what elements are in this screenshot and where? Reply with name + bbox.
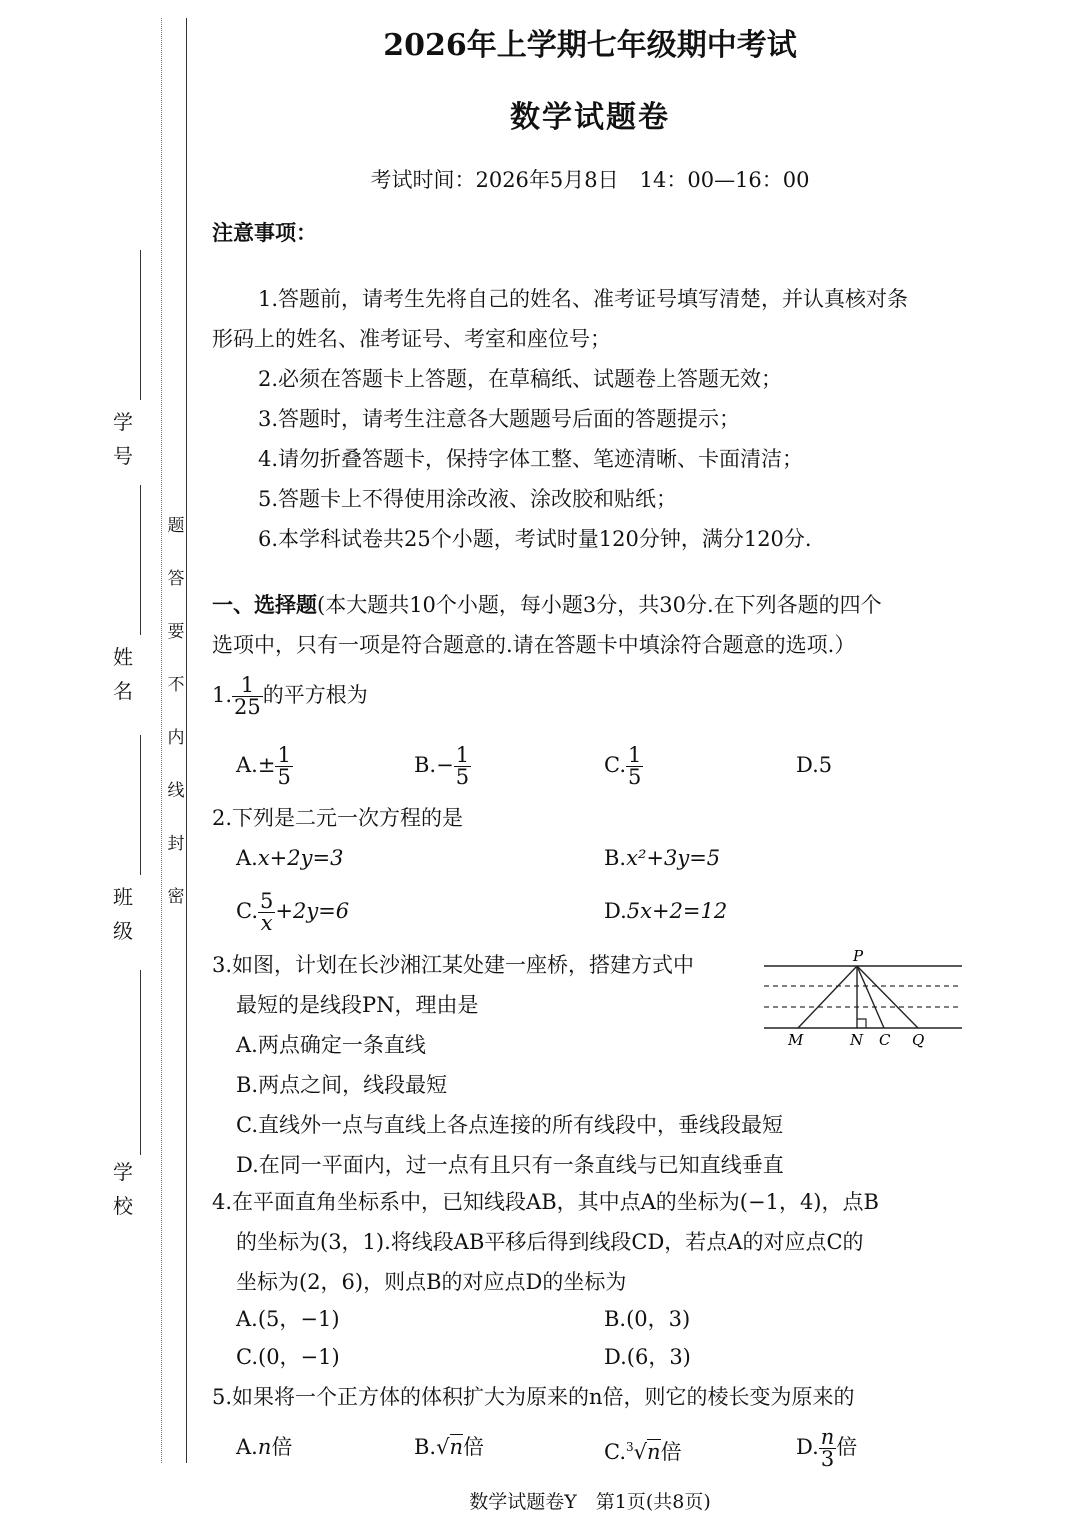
q2-option-c: C. $\frac{5}{x}$ +2y=6 bbox=[236, 889, 350, 935]
q4-option-b: B.(0，3) bbox=[604, 1307, 691, 1331]
q1-option-d: D.5 bbox=[796, 753, 833, 777]
q4-option-d: D.(6，3) bbox=[604, 1345, 691, 1369]
section1-intro bbox=[212, 590, 882, 620]
q4-line-1: 4.在平面直角坐标系中，已知线段AB，其中点A的坐标为(−1，4)，点B bbox=[212, 1190, 879, 1214]
label-c: C bbox=[879, 1031, 891, 1049]
q4-line-3: 坐标为(2，6)，则点B的对应点D的坐标为 bbox=[236, 1270, 627, 1294]
seal-char: 不 bbox=[167, 675, 185, 695]
q1-text: 的平方根为 bbox=[262, 683, 368, 707]
exam-time: 考试时间：2026年5月8日 14：00—16：00 bbox=[370, 168, 810, 192]
q5-option-c: C.$^3$√n倍 bbox=[604, 1440, 682, 1464]
q2-option-d: D.5x+2=12 bbox=[604, 899, 728, 923]
page-footer: 数学试题卷Y 第1页(共8页) bbox=[469, 1491, 711, 1513]
seal-char: 要 bbox=[167, 622, 185, 642]
student-number-underline bbox=[140, 250, 141, 400]
q4-line-2: 的坐标为(3，1).将线段AB平移后得到线段CD，若点A的对应点C的 bbox=[236, 1230, 864, 1254]
class-field bbox=[110, 725, 146, 965]
student-number-field bbox=[110, 250, 146, 480]
name-field bbox=[110, 480, 146, 720]
seal-char: 密 bbox=[167, 887, 185, 907]
seal-char: 线 bbox=[167, 781, 185, 801]
q3-line-1: 3.如图，计划在长沙湘江某处建一座桥，搭建方式中 bbox=[212, 953, 695, 977]
seal-char: 内 bbox=[167, 728, 185, 748]
school-label: 学校 bbox=[113, 1160, 133, 1218]
note-item-5: 5.答题卡上不得使用涂改液、涂改胶和贴纸； bbox=[258, 487, 678, 511]
student-number-label: 学号 bbox=[113, 410, 133, 468]
q2-option-a: A.x+2y=3 bbox=[236, 846, 344, 870]
class-label: 班级 bbox=[113, 885, 133, 943]
section1-intro-b: 选项中，只有一项是符合题意的.请在答题卡中填涂符合题意的选项.） bbox=[212, 633, 856, 657]
seal-char: 答 bbox=[167, 569, 185, 589]
seal-warning bbox=[163, 500, 189, 924]
q1-number: 1. bbox=[212, 683, 233, 707]
segment-pm bbox=[798, 966, 857, 1028]
bridge-figure bbox=[760, 944, 966, 1050]
q3-option-b: B.两点之间，线段最短 bbox=[236, 1073, 448, 1097]
school-field bbox=[110, 960, 146, 1220]
q5-option-b: B.√n倍 bbox=[414, 1435, 485, 1459]
q1-fraction: $\frac{1}{25}$ bbox=[234, 673, 261, 719]
question-2: 2.下列是二元一次方程的是 bbox=[212, 806, 464, 830]
note-item-4: 4.请勿折叠答题卡，保持字体工整、笔迹清晰、卡面清洁； bbox=[258, 447, 804, 471]
seal-char: 封 bbox=[167, 834, 185, 854]
q1-option-a: A.± $\frac{1}{5}$ bbox=[236, 743, 291, 789]
q1-option-b: B.− $\frac{1}{5}$ bbox=[414, 743, 470, 789]
dotted-fold-line bbox=[161, 18, 162, 1463]
note-item-1a: 1.答题前，请考生先将自己的姓名、准考证号填写清楚，并认真核对条 bbox=[258, 287, 909, 311]
q1-option-c: C. $\frac{1}{5}$ bbox=[604, 743, 642, 789]
school-underline bbox=[140, 970, 141, 1155]
note-item-1b: 形码上的姓名、准考证号、考室和座位号； bbox=[212, 327, 611, 351]
label-q: Q bbox=[912, 1031, 925, 1049]
seal-char: 题 bbox=[167, 516, 185, 536]
label-p: P bbox=[853, 947, 864, 965]
question-1 bbox=[212, 668, 368, 722]
right-angle-mark bbox=[857, 1019, 866, 1028]
note-item-2: 2.必须在答题卡上答题，在草稿纸、试题卷上答题无效； bbox=[258, 367, 783, 391]
note-item-3: 3.答题时，请考生注意各大题题号后面的答题提示； bbox=[258, 407, 741, 431]
q4-option-c: C.(0，−1) bbox=[236, 1345, 340, 1369]
notes-heading: 注意事项： bbox=[212, 220, 317, 245]
section1-intro-a: (本大题共10个小题，每小题3分，共30分.在下列各题的四个 bbox=[317, 593, 882, 617]
q4-option-a: A.(5，−1) bbox=[236, 1307, 340, 1331]
exam-subtitle: 数学试题卷 bbox=[510, 100, 670, 135]
q3-option-c: C.直线外一点与直线上各点连接的所有线段中，垂线段最短 bbox=[236, 1113, 783, 1137]
q5-option-d: D. $\frac{n}{3}$ 倍 bbox=[796, 1425, 858, 1471]
name-underline bbox=[140, 485, 141, 635]
label-m: M bbox=[788, 1031, 804, 1049]
exam-title: 2026年上学期七年级期中考试 bbox=[383, 28, 797, 63]
q3-line-2: 最短的是线段PN，理由是 bbox=[236, 993, 479, 1017]
q5-line-1: 5.如果将一个正方体的体积扩大为原来的n倍，则它的棱长变为原来的 bbox=[212, 1385, 855, 1409]
section1-heading: 一、选择题 bbox=[212, 592, 317, 617]
label-n: N bbox=[850, 1031, 864, 1049]
q3-option-a: A.两点确定一条直线 bbox=[236, 1033, 426, 1057]
q5-option-a: A.n倍 bbox=[236, 1435, 293, 1459]
q2-option-b: B.x²+3y=5 bbox=[604, 846, 721, 870]
q3-option-d: D.在同一平面内，过一点有且只有一条直线与已知直线垂直 bbox=[236, 1153, 784, 1177]
class-underline bbox=[140, 735, 141, 875]
note-item-6: 6.本学科试卷共25个小题，考试时量120分钟，满分120分. bbox=[258, 527, 812, 551]
name-label: 姓名 bbox=[113, 645, 133, 703]
